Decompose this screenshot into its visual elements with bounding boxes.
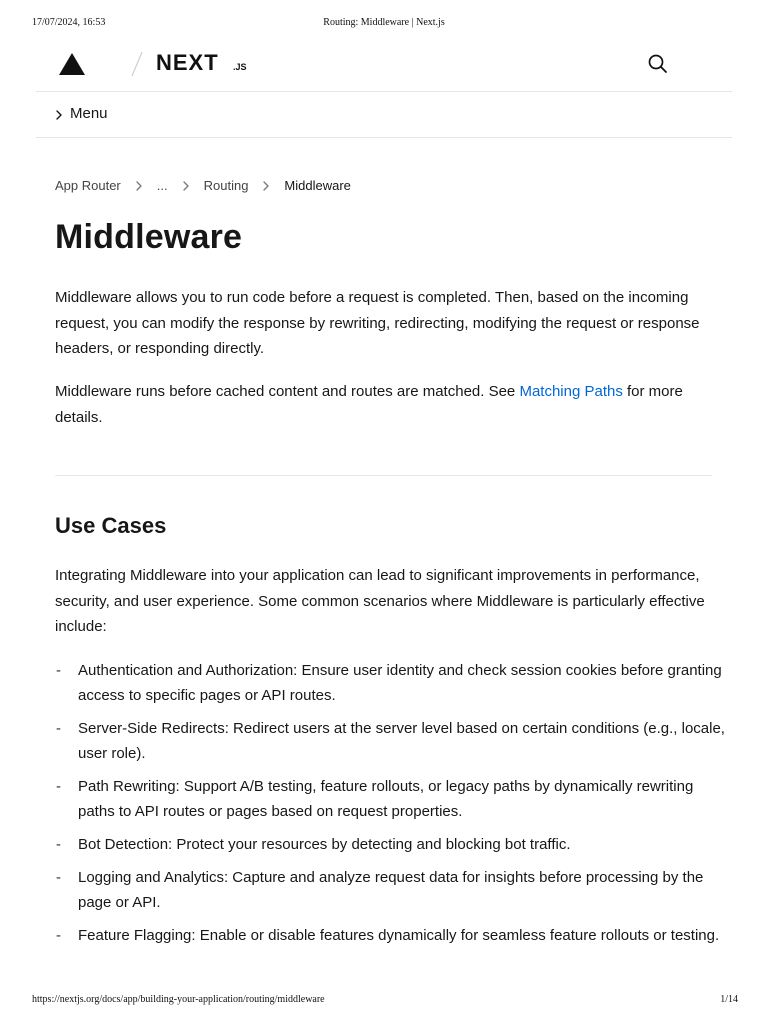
list-item (55, 774, 725, 825)
list-item (55, 716, 725, 767)
note-text-after: for more details. (55, 383, 683, 426)
print-header (0, 17, 768, 31)
note-text-before: Middleware runs before cached content and routes are matched. See (55, 383, 520, 400)
print-datetime: 17/07/2024, 16:53 (32, 17, 106, 28)
list-item (55, 865, 725, 916)
print-url: https://nextjs.org/docs/app/building-your-application/routing/middleware (32, 994, 325, 1005)
use-cases-intro: Integrating Middleware into your application can lead to significant improvements in performance, security, and user experience. Some common scenarios where Middleware is particularly effective include: (55, 567, 705, 635)
breadcrumb-ellipsis[interactable]: ... (156, 178, 168, 193)
breadcrumb (55, 177, 351, 195)
use-cases-list (55, 658, 725, 955)
bullet-dash: - (56, 719, 61, 737)
intro-paragraph: Middleware allows you to run code before a request is completed. Then, based on the incoming request, you can modify the response by rewriting, redirecting, modifying the request or response headers, or responding directly. (55, 289, 700, 357)
breadcrumb-routing[interactable]: Routing (203, 178, 249, 193)
page-title: Middleware (55, 218, 243, 256)
vercel-triangle-icon[interactable] (59, 53, 85, 75)
list-item-text: Feature Flagging: Enable or disable features dynamically for seamless feature rollouts or testing. (78, 926, 720, 944)
print-page-title: Routing: Middleware | Next.js (323, 17, 445, 28)
chevron-right-icon (262, 180, 270, 192)
nextjs-wordmark[interactable]: NEXT (156, 50, 219, 75)
bullet-dash: - (56, 662, 61, 679)
chevron-right-icon (182, 180, 190, 192)
list-item-text: Path Rewriting: Support A/B testing, feature rollouts, or legacy paths by dynamically rewriting paths to API routes or pages based on request properties. (78, 777, 694, 821)
use-cases-heading: Use Cases (55, 513, 167, 538)
list-item (55, 832, 725, 857)
list-item-text: Authentication and Authorization: Ensure user identity and check session cookies before granting access to specific pages or API routes. (78, 662, 722, 705)
chevron-right-icon (55, 109, 63, 121)
section-divider (55, 475, 712, 476)
bullet-dash: - (56, 868, 61, 886)
menu-toggle[interactable] (36, 92, 732, 138)
list-item-text: Server-Side Redirects: Redirect users at the server level based on certain conditions (e.g., locale, user role). (78, 719, 725, 763)
nextjs-wordmark-suffix: .JS (233, 62, 247, 72)
bullet-dash: - (56, 926, 61, 944)
print-page-count: 1/14 (720, 994, 738, 1005)
bullet-dash: - (56, 835, 61, 853)
search-icon[interactable] (647, 53, 669, 75)
print-footer (0, 994, 768, 1008)
breadcrumb-middleware: Middleware (284, 178, 351, 193)
list-item (55, 658, 725, 709)
list-item-text: Logging and Analytics: Capture and analyze request data for insights before processing by the page or API. (78, 868, 704, 911)
breadcrumb-app-router[interactable]: App Router (55, 178, 121, 193)
slash-icon (130, 51, 144, 77)
list-item (55, 923, 725, 948)
menu-label: Menu (70, 105, 108, 122)
list-item-text: Bot Detection: Protect your resources by detecting and blocking bot traffic. (78, 835, 571, 853)
bullet-dash: - (56, 777, 61, 795)
matching-note-paragraph (55, 379, 715, 430)
chevron-right-icon (135, 180, 143, 192)
top-navbar (36, 37, 732, 92)
matching-paths-link[interactable]: Matching Paths (519, 383, 623, 400)
